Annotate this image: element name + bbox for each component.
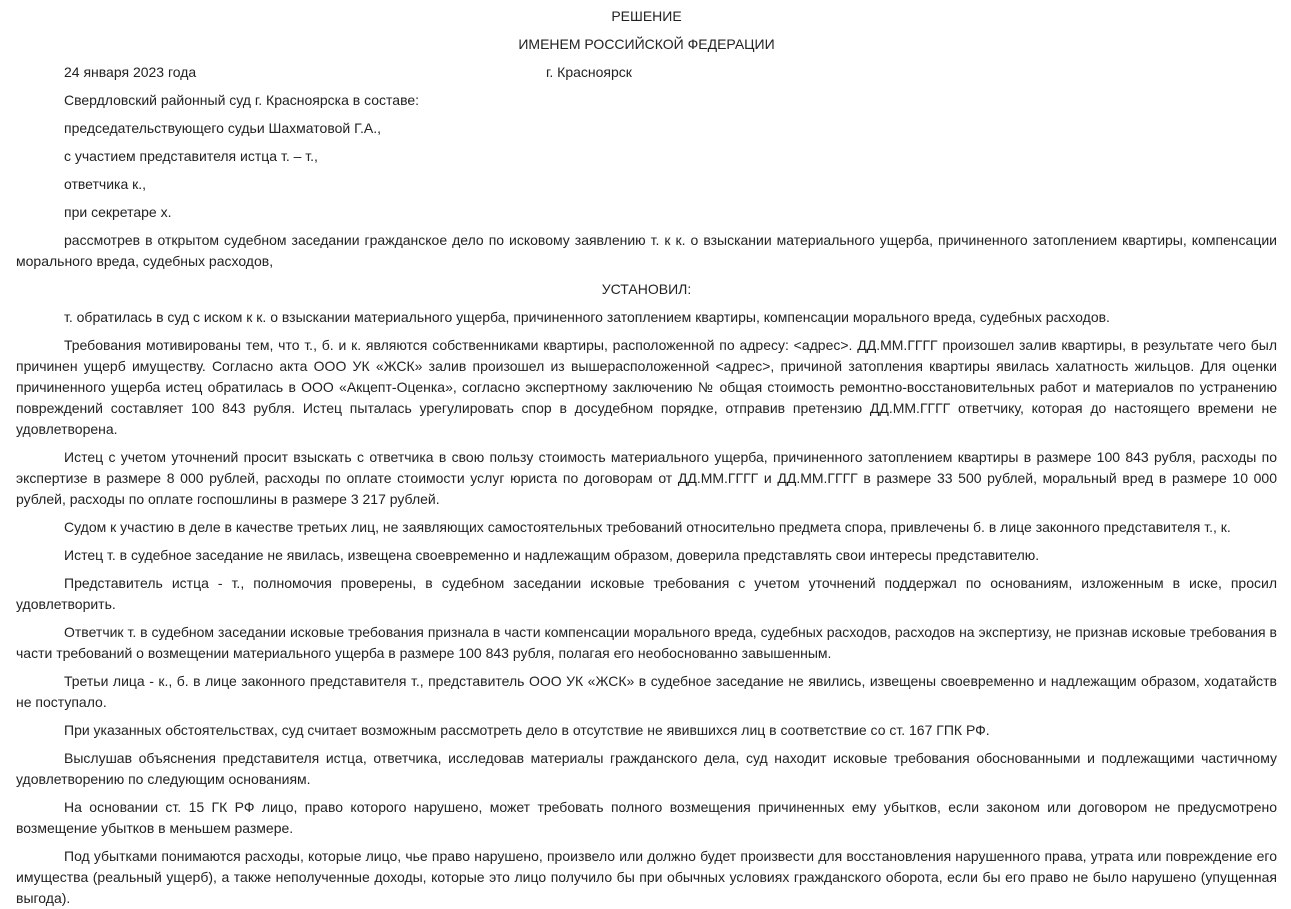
- document-subtitle: ИМЕНЕМ РОССИЙСКОЙ ФЕДЕРАЦИИ: [518, 36, 775, 52]
- body-paragraph: Выслушав объяснения представителя истца, ответчика, исследовав материалы гражданского дела, суд находит исковые требования обоснованными и подлежащими частичному удовлетворению по следующим основаниям.: [16, 750, 1277, 787]
- body-paragraph: Третьи лица - к., б. в лице законного представителя т., представитель ООО УК «ЖСК» в судебное заседание не явились, извещены своевременно и надлежащим образом, ходатайств не поступало.: [16, 673, 1277, 710]
- body-paragraph: При указанных обстоятельствах, суд считает возможным рассмотреть дело в отсутствие не явившихся лиц в соответствие со ст. 167 ГПК РФ.: [64, 722, 990, 738]
- body-paragraph: Требования мотивированы тем, что т., б. и к. являются собственниками квартиры, расположенной по адресу: <адрес>. ДД.ММ.ГГГГ произошел залив квартиры, в результате чего был причинен ущерб имуществу. Согласно акта ООО УК «ЖСК» залив произошел из вышерасположенной <адрес>, причиной затопления квартиры явилась халатность жильцов. Для оценки причиненного ущерба истец обратилась в ООО «Акцепт-Оценка», согласно экспертному заключению № общая стоимость ремонтно-восстановительных работ и материалов по устранению повреждений составляет 100 843 рубля. Истец пыталась урегулировать спор в досудебном порядке, отправив претензию ДД.ММ.ГГГГ ответчику, которая до настоящего времени не удовлетворена.: [16, 337, 1277, 437]
- composition-line: председательствующего судьи Шахматовой Г.А.,: [64, 120, 381, 136]
- composition-line: при секретаре х.: [64, 204, 172, 220]
- document-title: РЕШЕНИЕ: [611, 8, 682, 24]
- decision-city: г. Красноярск: [546, 64, 632, 80]
- composition-line: с участием представителя истца т. – т.,: [64, 148, 318, 164]
- decision-date: 24 января 2023 года: [64, 64, 197, 80]
- composition-line: Свердловский районный суд г. Красноярска в составе:: [64, 92, 420, 108]
- date-place-row: [16, 62, 1277, 83]
- body-paragraph: Истец т. в судебное заседание не явилась, извещена своевременно и надлежащим образом, доверила представлять свои интересы представителю.: [64, 547, 1040, 563]
- intro-paragraph: рассмотрев в открытом судебном заседании гражданское дело по исковому заявлению т. к к. о взыскании материального ущерба, причиненного затоплением квартиры, компенсации морального вреда, судебных расходов,: [16, 232, 1277, 269]
- body-paragraph: Ответчик т. в судебном заседании исковые требования признала в части компенсации морального вреда, судебных расходов, расходов на экспертизу, не признав исковые требования в части требований о возмещении материального ущерба в размере 100 843 рубля, полагая его необоснованно завышенным.: [16, 624, 1277, 661]
- body-paragraph: Представитель истца - т., полномочия проверены, в судебном заседании исковые требования с учетом уточнений поддержал по основаниям, изложенным в иске, просил удовлетворить.: [16, 575, 1277, 612]
- established-heading: УСТАНОВИЛ:: [601, 281, 692, 297]
- body-paragraph: Судом к участию в деле в качестве третьих лиц, не заявляющих самостоятельных требований относительно предмета спора, привлечены б. в лице законного представителя т., к.: [64, 519, 1231, 535]
- body-paragraph: Под убытками понимаются расходы, которые лицо, чье право нарушено, произвело или должно будет произвести для восстановления нарушенного права, утрата или повреждение его имущества (реальный ущерб), а также неполученные доходы, которые это лицо получило бы при обычных условиях гражданского оборота, если бы его право не было нарушено (упущенная выгода).: [16, 848, 1277, 906]
- composition-line: ответчика к.,: [64, 176, 147, 192]
- body-paragraph: Истец с учетом уточнений просит взыскать с ответчика в свою пользу стоимость материального ущерба, причиненного затоплением квартиры в размере 100 843 рубля, расходы по экспертизе в размере 8 000 рублей, расходы по оплате стоимости услуг юриста по договорам от ДД.ММ.ГГГГ и ДД.ММ.ГГГГ в размере 33 500 рублей, моральный вред в размере 10 000 рублей, расходы по оплате госпошлины в размере 3 217 рублей.: [16, 449, 1277, 507]
- body-paragraph: На основании ст. 15 ГК РФ лицо, право которого нарушено, может требовать полного возмещения причиненных ему убытков, если законом или договором не предусмотрено возмещение убытков в меньшем размере.: [16, 799, 1277, 836]
- body-paragraph: т. обратилась в суд с иском к к. о взыскании материального ущерба, причиненного затоплением квартиры, компенсации морального вреда, судебных расходов.: [64, 309, 1110, 325]
